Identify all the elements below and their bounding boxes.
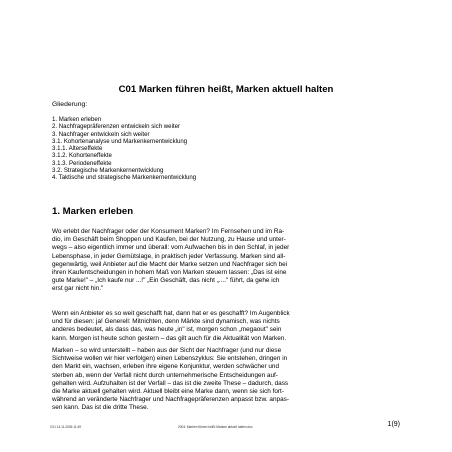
text-line: Sichtweise wollen wir hier verfolgen) einen Lebenszyklus: Sie entstehen, dringen in: [52, 355, 288, 363]
text-line: den Markt ein, wachsen, erleben ihre eigene Konjunktur, werden schwächer und: [52, 363, 280, 371]
toc-item: 3.1. Kohortenanalyse und Markenkernentwicklung: [52, 137, 188, 145]
text-line: gehalten wird. Aufzuhalten ist der Verfall – das ist die zweite These – dadurch, dass: [52, 379, 289, 387]
text-line: ihren Kaufentscheidungen in hohem Maß von Marken steuern lassen: „Das ist eine: [52, 269, 287, 277]
paragraph-1: [52, 228, 398, 294]
toc-item: 3.1.3. Periodeneffekte: [52, 159, 112, 167]
text-line: Lebensphase, in jeder Gemütslage, in praktisch jeder Verfassung. Marken sind all-: [52, 252, 286, 260]
text-line: dio, im Geschäft beim Shoppen und Kaufen, bei der Nutzung, zu Hause und unter-: [52, 236, 286, 244]
toc-item: 3. Nachfrager entwickeln sich weiter: [52, 130, 150, 138]
page-number: 1(9): [387, 421, 400, 428]
text-line: gegenwärtig, weil Anbieter auf die Macht der Marke setzen und Nachfrager sich bei: [52, 260, 288, 268]
toc-item: 3.2. Strategische Markenkernentwicklung: [52, 167, 164, 175]
text-line: und für diesen: ja! Generell: Mitnichten, denn Märkte sind dynamisch, was nichts: [52, 318, 280, 326]
text-line: während an veränderte Nachfrager und Nachfragepräferenzen anpasst bzw. anpas-: [52, 396, 289, 404]
text-line: Wo erlebt der Nachfrager oder der Konsument Marken? Im Fernsehen und im Ra-: [52, 228, 285, 235]
text-line: gute Marke!" – „Ich kaufe nur ...!" „Ein Geschäft, das nicht „...." führt, da gehe ich: [52, 277, 280, 285]
text-line: erst gar nicht hin.": [52, 285, 104, 293]
text-line: die Marke aktuell gehalten wird. Aktuell bleibt eine Marke dann, wenn sie sich fort-: [52, 388, 284, 396]
text-line: Wenn ein Anbieter es so weit geschafft hat, dann hat er es geschafft? Im Augenblick: [52, 310, 290, 317]
paragraph-2: [52, 310, 398, 343]
text-line: Marken – so wird unterstellt – haben aus der Sicht der Nachfrager (und nur diese: [52, 347, 282, 354]
outline-label: Gliederung:: [52, 101, 88, 108]
toc-item: 3.1.1. Alterseffekte: [52, 145, 103, 153]
paragraph-3: [52, 347, 398, 413]
section-heading: 1. Marken erleben: [52, 206, 134, 217]
text-line: sen kann. Das ist die dritte These.: [52, 404, 149, 412]
table-of-contents: [52, 116, 196, 182]
footer-filename: 2004: Marken führen heißt Marken aktuell halten.doc: [178, 425, 253, 429]
toc-item: 2. Nachfragepräferenzen entwickeln sich weiter: [52, 123, 181, 131]
text-line: anderes bedeutet, als dass das, was heute „in" ist, morgen schon „megaout" sein: [52, 326, 282, 334]
toc-item: 1. Marken erleben: [52, 116, 102, 123]
text-line: wegs – also eigentlich immer und überall: vom Aufwachen bis in den Schlaf, in jeder: [52, 244, 290, 252]
document-title: C01 Marken führen heißt, Marken aktuell halten: [118, 84, 334, 95]
footer-date: C01 14.11.2006 11:49: [50, 425, 82, 429]
text-line: sterben ab, wenn der Verfall nicht durch unternehmerische Entscheidungen auf-: [52, 371, 278, 379]
toc-item: 4. Taktische und strategische Markenkernentwicklung: [52, 174, 197, 182]
text-line: kann. Morgen ist heute schon gestern – das gilt auch für die Aktualität von Marken.: [52, 334, 287, 342]
toc-item: 3.1.2. Kohorteneffekte: [52, 152, 112, 160]
